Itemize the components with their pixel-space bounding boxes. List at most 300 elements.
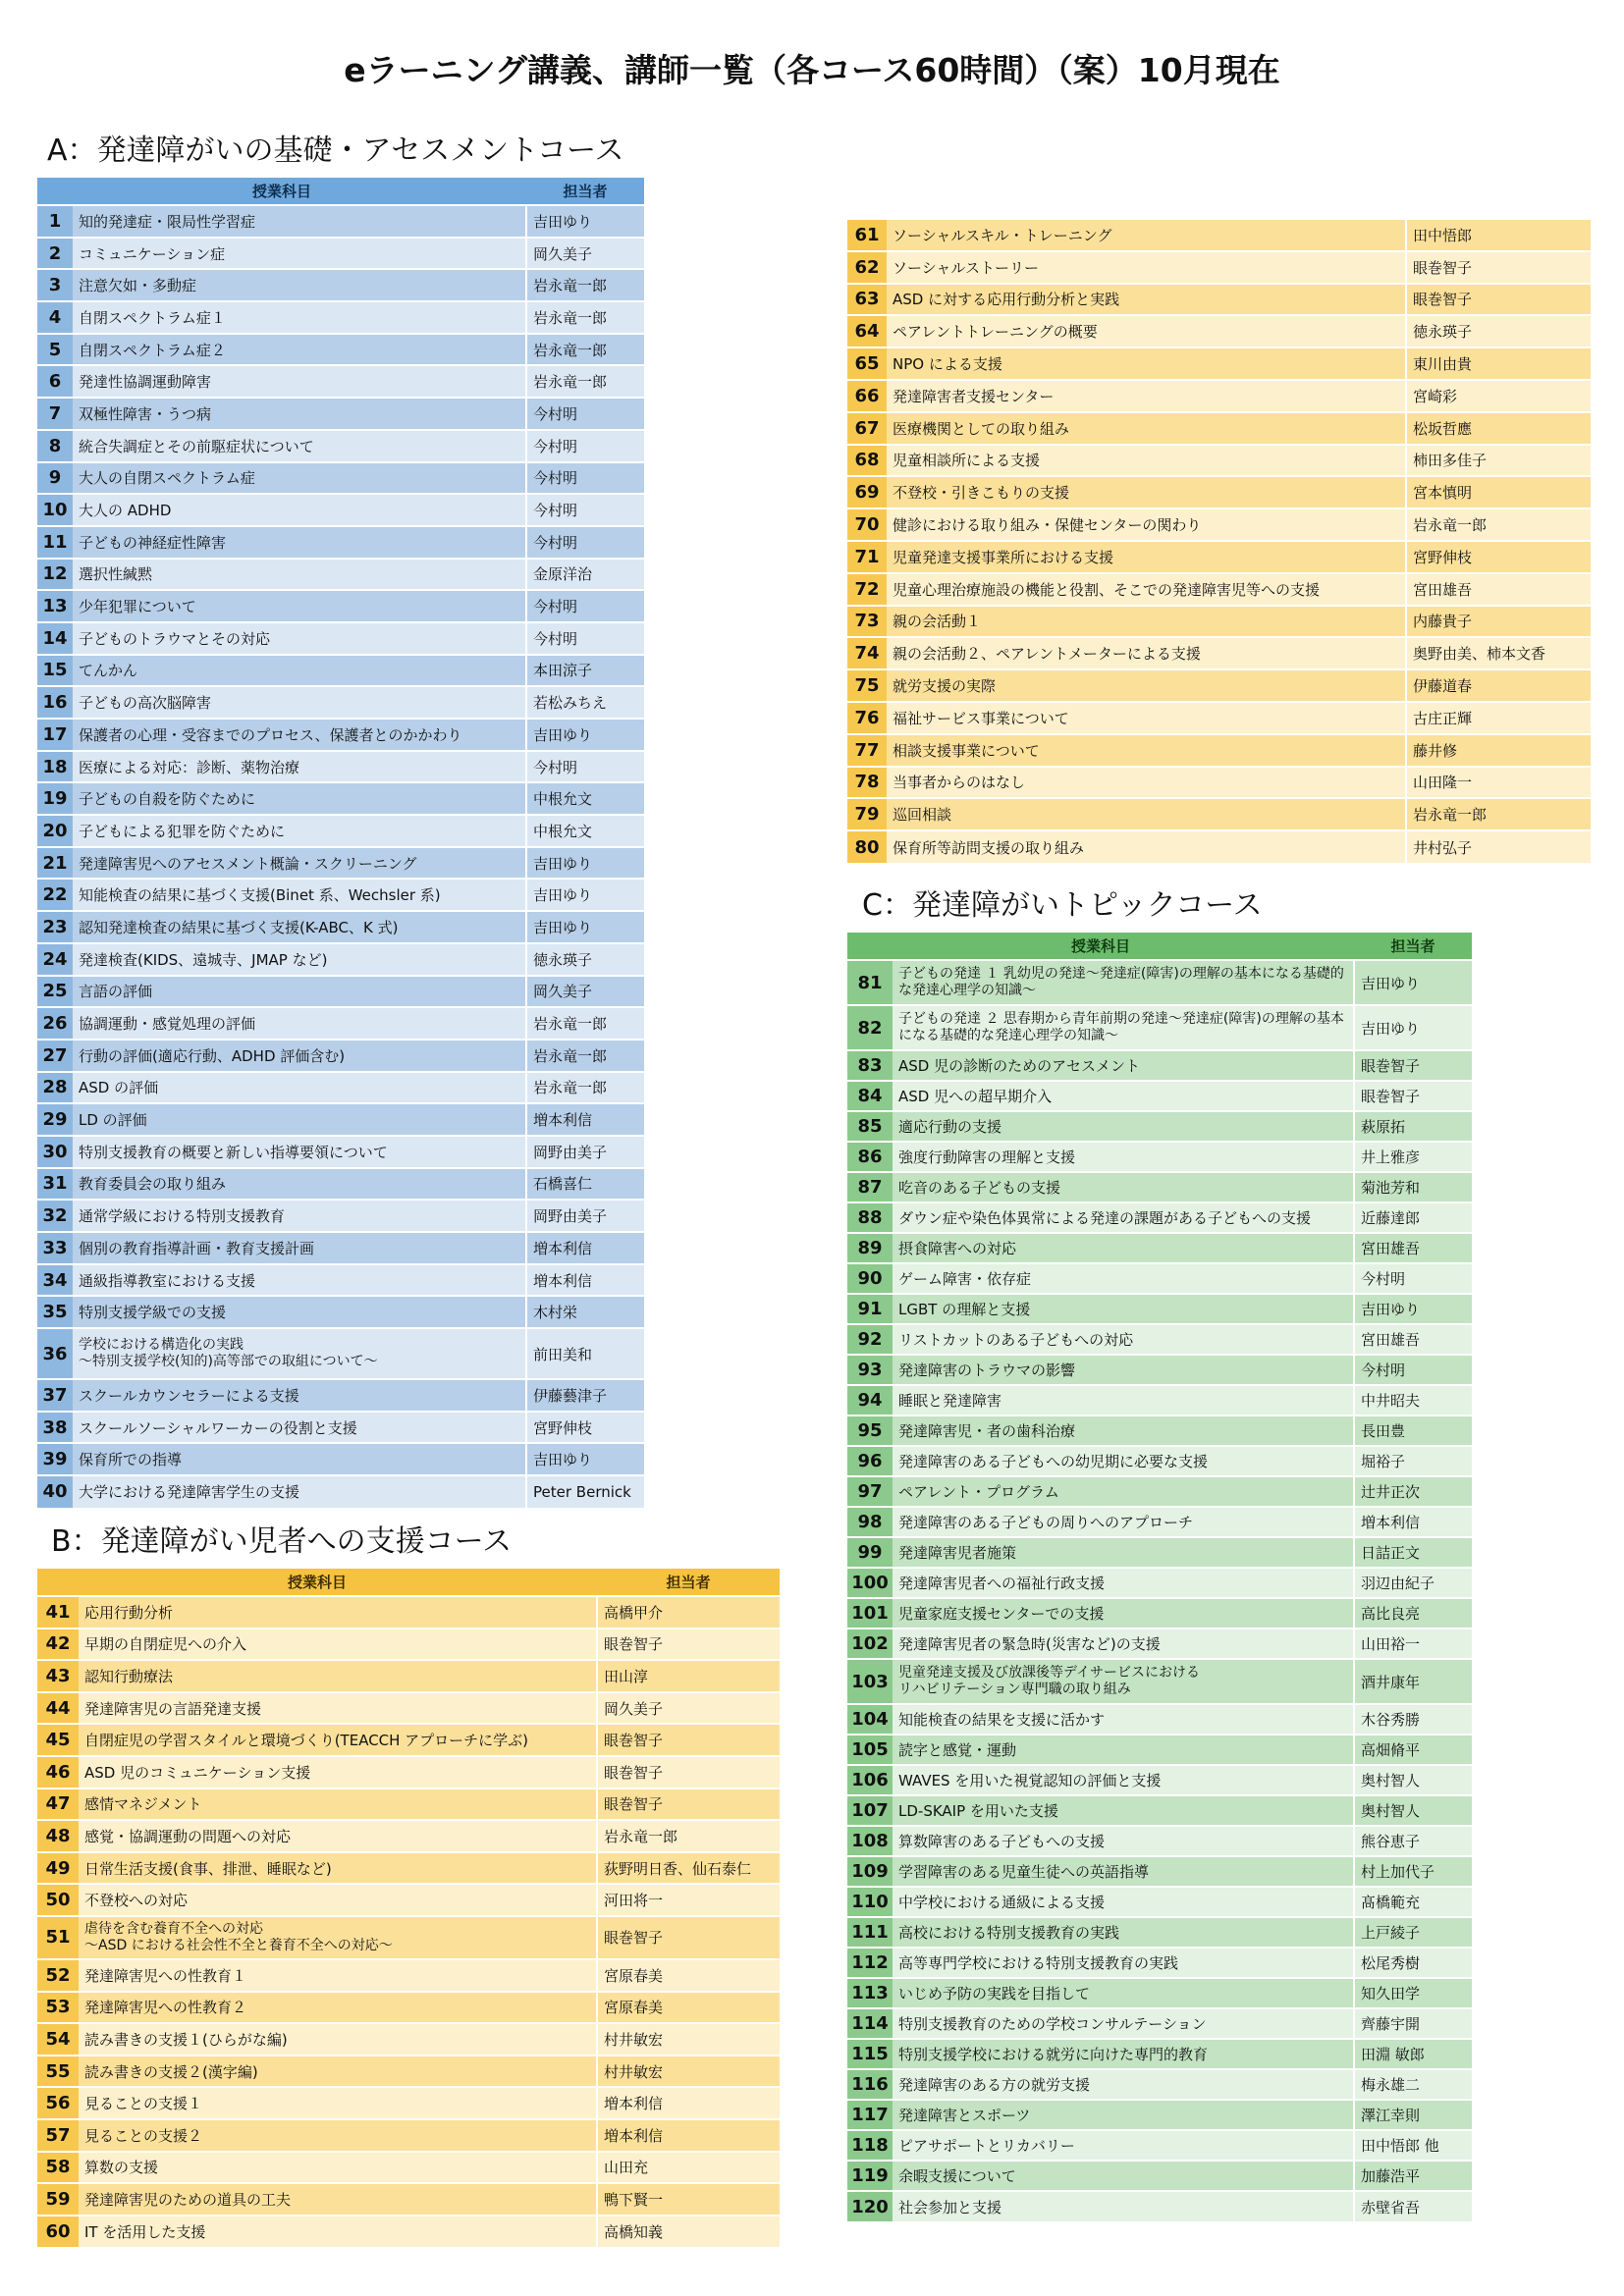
course-subject: 早期の自閉症児への介入: [79, 1629, 597, 1661]
course-subject: 余暇支援について: [893, 2161, 1354, 2191]
table-row: [847, 798, 1591, 830]
row-number: 88: [847, 1202, 893, 1233]
course-subject: NPO による支援: [887, 347, 1406, 380]
row-number: 111: [847, 1917, 893, 1948]
course-instructor: 岩永竜一郎: [526, 1040, 644, 1072]
course-instructor: 吉田ゆり: [526, 719, 644, 751]
course-subject: 発達障害児への性教育１: [79, 1959, 597, 1992]
course-subject: ゲーム障害・依存症: [893, 1263, 1354, 1294]
table-row: [847, 445, 1591, 477]
course-instructor: 田中悟郎 他: [1354, 2130, 1472, 2161]
row-number: 14: [37, 622, 73, 655]
table-row: [847, 1629, 1472, 1659]
table-row: [37, 205, 644, 238]
course-subject: LGBT の理解と支援: [893, 1294, 1354, 1324]
table-row: [37, 782, 644, 815]
row-number: 26: [37, 1007, 73, 1040]
row-number: 52: [37, 1959, 79, 1992]
course-subject: ASD 児のコミュニケーション支援: [79, 1756, 597, 1789]
course-subject: 大人の自閉スペクトラム症: [73, 462, 526, 495]
row-number: 110: [847, 1887, 893, 1917]
table-row: [847, 2100, 1472, 2130]
course-instructor: 高畑脩平: [1354, 1735, 1472, 1765]
table-row: [847, 1765, 1472, 1795]
row-number: 64: [847, 315, 887, 347]
course-instructor: 澤江幸則: [1354, 2100, 1472, 2130]
course-instructor: 今村明: [526, 494, 644, 526]
course-instructor: 金原洋治: [526, 559, 644, 591]
course-instructor: 田淵 敏郎: [1354, 2039, 1472, 2069]
row-number: 11: [37, 526, 73, 559]
row-number: 95: [847, 1415, 893, 1446]
table-row: [37, 847, 644, 880]
table-row: [37, 1296, 644, 1328]
table-row: [37, 655, 644, 687]
row-number: 74: [847, 637, 887, 669]
table-row: [847, 1598, 1472, 1629]
course-subject: 発達障害児のための道具の工夫: [79, 2183, 597, 2216]
table-row: [37, 1475, 644, 1508]
course-subject: WAVES を用いた視覚認知の評価と支援: [893, 1765, 1354, 1795]
course-subject: 大人の ADHD: [73, 494, 526, 526]
row-number: 81: [847, 960, 893, 1005]
section-c-title: C：発達障がいトピックコース: [862, 888, 1263, 923]
course-instructor: 今村明: [526, 590, 644, 622]
row-number: 38: [37, 1412, 73, 1444]
course-subject: 感情マネジメント: [79, 1789, 597, 1821]
course-instructor: 若松みちえ: [526, 686, 644, 719]
row-number: 49: [37, 1852, 79, 1885]
table-row: [37, 719, 644, 751]
row-number: 53: [37, 1992, 79, 2024]
table-row: [37, 1200, 644, 1232]
course-subject: 学校における構造化の実践 ～特別支援学校(知的)高等部での取組について～: [73, 1328, 526, 1379]
row-number: 24: [37, 943, 73, 976]
course-subject: 保育所等訪問支援の取り組み: [887, 830, 1406, 863]
row-number: 1: [37, 205, 73, 238]
table-row: [37, 398, 644, 430]
course-instructor: 辻井正次: [1354, 1476, 1472, 1507]
course-subject: 特別支援学校における就労に向けた専門的教育: [893, 2039, 1354, 2069]
course-instructor: 眼巻智子: [597, 1916, 780, 1959]
row-number: 94: [847, 1385, 893, 1415]
course-subject: 発達障害児者への福祉行政支援: [893, 1568, 1354, 1598]
course-subject: 見ることの支援１: [79, 2087, 597, 2119]
course-subject: 睡眠と発達障害: [893, 1385, 1354, 1415]
course-instructor: 長田豊: [1354, 1415, 1472, 1446]
table-row: [847, 412, 1591, 445]
course-instructor: 高比良亮: [1354, 1598, 1472, 1629]
course-subject: 自閉スペクトラム症１: [73, 301, 526, 334]
table-row: [847, 573, 1591, 606]
row-number: 17: [37, 719, 73, 751]
row-number: 42: [37, 1629, 79, 1661]
col-instructor-header: 担当者: [526, 178, 644, 205]
course-subject: 自閉スペクトラム症２: [73, 334, 526, 366]
course-instructor: 山田隆一: [1406, 767, 1591, 799]
row-number: 58: [37, 2152, 79, 2184]
table-row: [37, 1789, 780, 1821]
table-row: [37, 365, 644, 398]
row-number: 18: [37, 751, 73, 783]
course-instructor: 岩永竜一郎: [597, 1820, 780, 1852]
course-subject: 発達障害者支援センター: [887, 380, 1406, 412]
table-row: [847, 702, 1591, 734]
course-subject: 児童心理治療施設の機能と役割、そこでの発達障害児等への支援: [887, 573, 1406, 606]
course-subject: 子どものトラウマとその対応: [73, 622, 526, 655]
col-instructor-header: 担当者: [1354, 933, 1472, 960]
course-b-table-part1: [37, 1569, 780, 2247]
row-number: 85: [847, 1111, 893, 1142]
course-instructor: 増本利信: [526, 1232, 644, 1264]
course-instructor: 吉田ゆり: [526, 205, 644, 238]
table-row: [847, 1233, 1472, 1263]
row-number: 25: [37, 976, 73, 1008]
row-number: 68: [847, 445, 887, 477]
course-c-table: [847, 933, 1472, 2221]
row-number: 83: [847, 1050, 893, 1081]
course-instructor: 今村明: [526, 398, 644, 430]
row-number: 46: [37, 1756, 79, 1789]
row-number: 114: [847, 2008, 893, 2039]
course-subject: 子どもの自殺を防ぐために: [73, 782, 526, 815]
row-number: 108: [847, 1826, 893, 1856]
course-instructor: 羽辺由紀子: [1354, 1568, 1472, 1598]
course-subject: 通級指導教室における支援: [73, 1264, 526, 1297]
course-instructor: 岩永竜一郎: [1406, 508, 1591, 541]
row-number: 4: [37, 301, 73, 334]
table-row: [847, 251, 1591, 284]
row-number: 63: [847, 284, 887, 316]
table-row: [37, 462, 644, 495]
course-instructor: 木村栄: [526, 1296, 644, 1328]
course-instructor: 村井敏宏: [597, 2056, 780, 2088]
row-number: 59: [37, 2183, 79, 2216]
course-instructor: 眼巻智子: [597, 1789, 780, 1821]
course-subject: 感覚・協調運動の問題への対応: [79, 1820, 597, 1852]
table-row: [847, 1887, 1472, 1917]
course-subject: 適応行動の支援: [893, 1111, 1354, 1142]
row-number: 32: [37, 1200, 73, 1232]
course-subject: いじめ予防の実践を目指して: [893, 1978, 1354, 2008]
table-row: [847, 380, 1591, 412]
course-instructor: 今村明: [526, 526, 644, 559]
course-subject: 発達障害児の言語発達支援: [79, 1692, 597, 1725]
course-instructor: 岡野由美子: [526, 1200, 644, 1232]
course-subject: 福祉サービス事業について: [887, 702, 1406, 734]
row-number: 91: [847, 1294, 893, 1324]
course-subject: 言語の評価: [73, 976, 526, 1008]
course-instructor: 増本利信: [597, 2119, 780, 2152]
table-row: [37, 1412, 644, 1444]
course-subject: 発達障害児者の緊急時(災害など)の支援: [893, 1629, 1354, 1659]
row-number: 6: [37, 365, 73, 398]
course-instructor: 宮田雄吾: [1406, 573, 1591, 606]
table-row: [37, 269, 644, 301]
col-subject-header: 授業科目: [37, 1569, 597, 1596]
table-row: [847, 1202, 1472, 1233]
course-instructor: 藤井修: [1406, 734, 1591, 767]
course-instructor: 齊藤宇開: [1354, 2008, 1472, 2039]
row-number: 115: [847, 2039, 893, 2069]
table-row: [847, 1263, 1472, 1294]
row-number: 57: [37, 2119, 79, 2152]
row-number: 13: [37, 590, 73, 622]
row-number: 76: [847, 702, 887, 734]
table-row: [37, 943, 644, 976]
table-row: [37, 590, 644, 622]
course-subject: 学習障害のある児童生徒への英語指導: [893, 1856, 1354, 1887]
course-subject: 子どもの高次脳障害: [73, 686, 526, 719]
col-instructor-header: 担当者: [597, 1569, 780, 1596]
row-number: 61: [847, 219, 887, 251]
course-instructor: 高橋知義: [597, 2216, 780, 2248]
course-instructor: 熊谷恵子: [1354, 1826, 1472, 1856]
table-row: [847, 734, 1591, 767]
course-instructor: 岩永竜一郎: [526, 301, 644, 334]
table-row: [847, 1172, 1472, 1202]
course-instructor: 眼巻智子: [597, 1724, 780, 1756]
course-instructor: 山田裕一: [1354, 1629, 1472, 1659]
course-instructor: 中井昭夫: [1354, 1385, 1472, 1415]
course-instructor: 古庄正輝: [1406, 702, 1591, 734]
table-row: [37, 2216, 780, 2248]
course-subject: 特別支援教育の概要と新しい指導要領について: [73, 1136, 526, 1168]
course-instructor: 鴨下賢一: [597, 2183, 780, 2216]
course-subject: 教育委員会の取り組み: [73, 1168, 526, 1201]
course-subject: 読み書きの支援１(ひらがな編): [79, 2023, 597, 2056]
course-subject: 少年犯罪について: [73, 590, 526, 622]
course-instructor: 木谷秀勝: [1354, 1704, 1472, 1735]
course-instructor: 増本利信: [526, 1103, 644, 1136]
table-row: [847, 1446, 1472, 1476]
course-instructor: 吉田ゆり: [1354, 1005, 1472, 1050]
table-row: [847, 2130, 1472, 2161]
row-number: 12: [37, 559, 73, 591]
course-instructor: Peter Bernick: [526, 1475, 644, 1508]
table-row: [847, 2008, 1472, 2039]
row-number: 65: [847, 347, 887, 380]
row-number: 33: [37, 1232, 73, 1264]
table-row: [37, 1072, 644, 1104]
course-instructor: 松坂哲應: [1406, 412, 1591, 445]
course-subject: ソーシャルストーリー: [887, 251, 1406, 284]
row-number: 93: [847, 1355, 893, 1385]
table-row: [847, 637, 1591, 669]
table-row: [37, 1852, 780, 1885]
course-instructor: 宮崎彩: [1406, 380, 1591, 412]
table-row: [37, 1168, 644, 1201]
table-row: [37, 1136, 644, 1168]
course-instructor: 東川由貴: [1406, 347, 1591, 380]
course-instructor: 眼巻智子: [1354, 1081, 1472, 1111]
row-number: 77: [847, 734, 887, 767]
course-subject: ASD 児への超早期介入: [893, 1081, 1354, 1111]
table-row: [847, 767, 1591, 799]
course-subject: IT を活用した支援: [79, 2216, 597, 2248]
course-subject: 読字と感覚・運動: [893, 1735, 1354, 1765]
course-subject: 中学校における通級による支援: [893, 1887, 1354, 1917]
course-subject: 親の会活動１: [887, 606, 1406, 638]
course-subject: 特別支援教育のための学校コンサルテーション: [893, 2008, 1354, 2039]
row-number: 8: [37, 430, 73, 462]
course-subject: 就労支援の実際: [887, 669, 1406, 702]
course-subject: 読み書きの支援２(漢字編): [79, 2056, 597, 2088]
course-instructor: 今村明: [1354, 1263, 1472, 1294]
table-row: [37, 1756, 780, 1789]
course-subject: 親の会活動２、ペアレントメーターによる支援: [887, 637, 1406, 669]
row-number: 3: [37, 269, 73, 301]
table-row: [37, 301, 644, 334]
row-number: 54: [37, 2023, 79, 2056]
row-number: 106: [847, 1765, 893, 1795]
course-instructor: 吉田ゆり: [526, 847, 644, 880]
row-number: 87: [847, 1172, 893, 1202]
table-row: [37, 430, 644, 462]
table-row: [847, 669, 1591, 702]
table-row: [847, 1856, 1472, 1887]
course-instructor: 伊藤藝津子: [526, 1379, 644, 1412]
row-number: 90: [847, 1263, 893, 1294]
table-row: [847, 1142, 1472, 1172]
table-row: [37, 1007, 644, 1040]
course-subject: 発達障害児者施策: [893, 1537, 1354, 1568]
table-row: [847, 960, 1472, 1005]
table-row: [37, 1884, 780, 1916]
table-row: [847, 541, 1591, 573]
row-number: 34: [37, 1264, 73, 1297]
course-subject: 通常学級における特別支援教育: [73, 1200, 526, 1232]
course-subject: 医療機関としての取り組み: [887, 412, 1406, 445]
table-row: [847, 284, 1591, 316]
row-number: 2: [37, 238, 73, 270]
table-row: [37, 622, 644, 655]
table-row: [847, 1704, 1472, 1735]
row-number: 50: [37, 1884, 79, 1916]
row-number: 28: [37, 1072, 73, 1104]
course-instructor: 今村明: [526, 622, 644, 655]
table-row: [37, 2152, 780, 2184]
course-instructor: 眼巻智子: [597, 1756, 780, 1789]
row-number: 44: [37, 1692, 79, 1725]
row-number: 5: [37, 334, 73, 366]
course-instructor: 前田美和: [526, 1328, 644, 1379]
course-instructor: 荻野明日香、仙石泰仁: [597, 1852, 780, 1885]
course-subject: 双極性障害・うつ病: [73, 398, 526, 430]
course-subject: 知的発達症・限局性学習症: [73, 205, 526, 238]
row-number: 120: [847, 2191, 893, 2221]
course-subject: 統合失調症とその前駆症状について: [73, 430, 526, 462]
course-instructor: 酒井康年: [1354, 1659, 1472, 1704]
course-subject: ピアサポートとリカバリー: [893, 2130, 1354, 2161]
row-number: 73: [847, 606, 887, 638]
table-row: [37, 2183, 780, 2216]
course-subject: 行動の評価(適応行動、ADHD 評価含む): [73, 1040, 526, 1072]
course-instructor: 堀裕子: [1354, 1446, 1472, 1476]
table-row: [847, 1005, 1472, 1050]
course-instructor: 吉田ゆり: [1354, 960, 1472, 1005]
course-instructor: 宮野伸枝: [526, 1412, 644, 1444]
table-row: [847, 1081, 1472, 1111]
course-subject: ASD 児の診断のためのアセスメント: [893, 1050, 1354, 1081]
course-subject: 高等専門学校における特別支援教育の実践: [893, 1948, 1354, 1978]
row-number: 118: [847, 2130, 893, 2161]
course-instructor: 村上加代子: [1354, 1856, 1472, 1887]
row-number: 75: [847, 669, 887, 702]
course-instructor: 岩永竜一郎: [526, 365, 644, 398]
row-number: 67: [847, 412, 887, 445]
row-number: 71: [847, 541, 887, 573]
course-instructor: 田中悟郎: [1406, 219, 1591, 251]
table-row: [847, 476, 1591, 508]
table-row: [37, 2056, 780, 2088]
table-row: [37, 751, 644, 783]
course-instructor: 井村弘子: [1406, 830, 1591, 863]
course-subject: 児童相談所による支援: [887, 445, 1406, 477]
course-instructor: 岡野由美子: [526, 1136, 644, 1168]
table-row: [37, 559, 644, 591]
course-instructor: 岩永竜一郎: [1406, 798, 1591, 830]
row-number: 92: [847, 1324, 893, 1355]
row-number: 117: [847, 2100, 893, 2130]
course-subject: ペアレントトレーニングの概要: [887, 315, 1406, 347]
course-instructor: 井上雅彦: [1354, 1142, 1472, 1172]
table-row: [37, 2119, 780, 2152]
table-row: [37, 1724, 780, 1756]
table-row: [847, 1659, 1472, 1704]
course-instructor: 宮野伸枝: [1406, 541, 1591, 573]
row-number: 69: [847, 476, 887, 508]
row-number: 70: [847, 508, 887, 541]
row-number: 97: [847, 1476, 893, 1507]
course-b-table-part2: [847, 218, 1591, 863]
course-instructor: 中根允文: [526, 782, 644, 815]
course-instructor: 吉田ゆり: [1354, 1294, 1472, 1324]
course-instructor: 奥村智人: [1354, 1795, 1472, 1826]
table-row: [37, 1443, 644, 1475]
table-row: [847, 2069, 1472, 2100]
row-number: 56: [37, 2087, 79, 2119]
course-subject: 算数の支援: [79, 2152, 597, 2184]
course-subject: 発達障害のある方の就労支援: [893, 2069, 1354, 2100]
row-number: 20: [37, 815, 73, 847]
table-row: [847, 1795, 1472, 1826]
course-instructor: 松尾秀樹: [1354, 1948, 1472, 1978]
course-subject: 発達障害児・者の歯科治療: [893, 1415, 1354, 1446]
course-subject: 子どもの神経症性障害: [73, 526, 526, 559]
course-subject: スクールカウンセラーによる支援: [73, 1379, 526, 1412]
table-row: [37, 1232, 644, 1264]
row-number: 19: [37, 782, 73, 815]
course-subject: 摂食障害への対応: [893, 1233, 1354, 1263]
table-row: [37, 1596, 780, 1629]
course-instructor: 眼巻智子: [597, 1629, 780, 1661]
table-row: [37, 526, 644, 559]
course-subject: 特別支援学級での支援: [73, 1296, 526, 1328]
table-row: [37, 238, 644, 270]
row-number: 86: [847, 1142, 893, 1172]
course-subject: 見ることの支援２: [79, 2119, 597, 2152]
course-instructor: 菊池芳和: [1354, 1172, 1472, 1202]
table-row: [37, 879, 644, 911]
course-instructor: 岩永竜一郎: [526, 269, 644, 301]
course-subject: 児童発達支援事業所における支援: [887, 541, 1406, 573]
course-subject: LD の評価: [73, 1103, 526, 1136]
table-row: [37, 1992, 780, 2024]
row-number: 99: [847, 1537, 893, 1568]
row-number: 31: [37, 1168, 73, 1201]
col-subject-header: 授業科目: [847, 933, 1354, 960]
